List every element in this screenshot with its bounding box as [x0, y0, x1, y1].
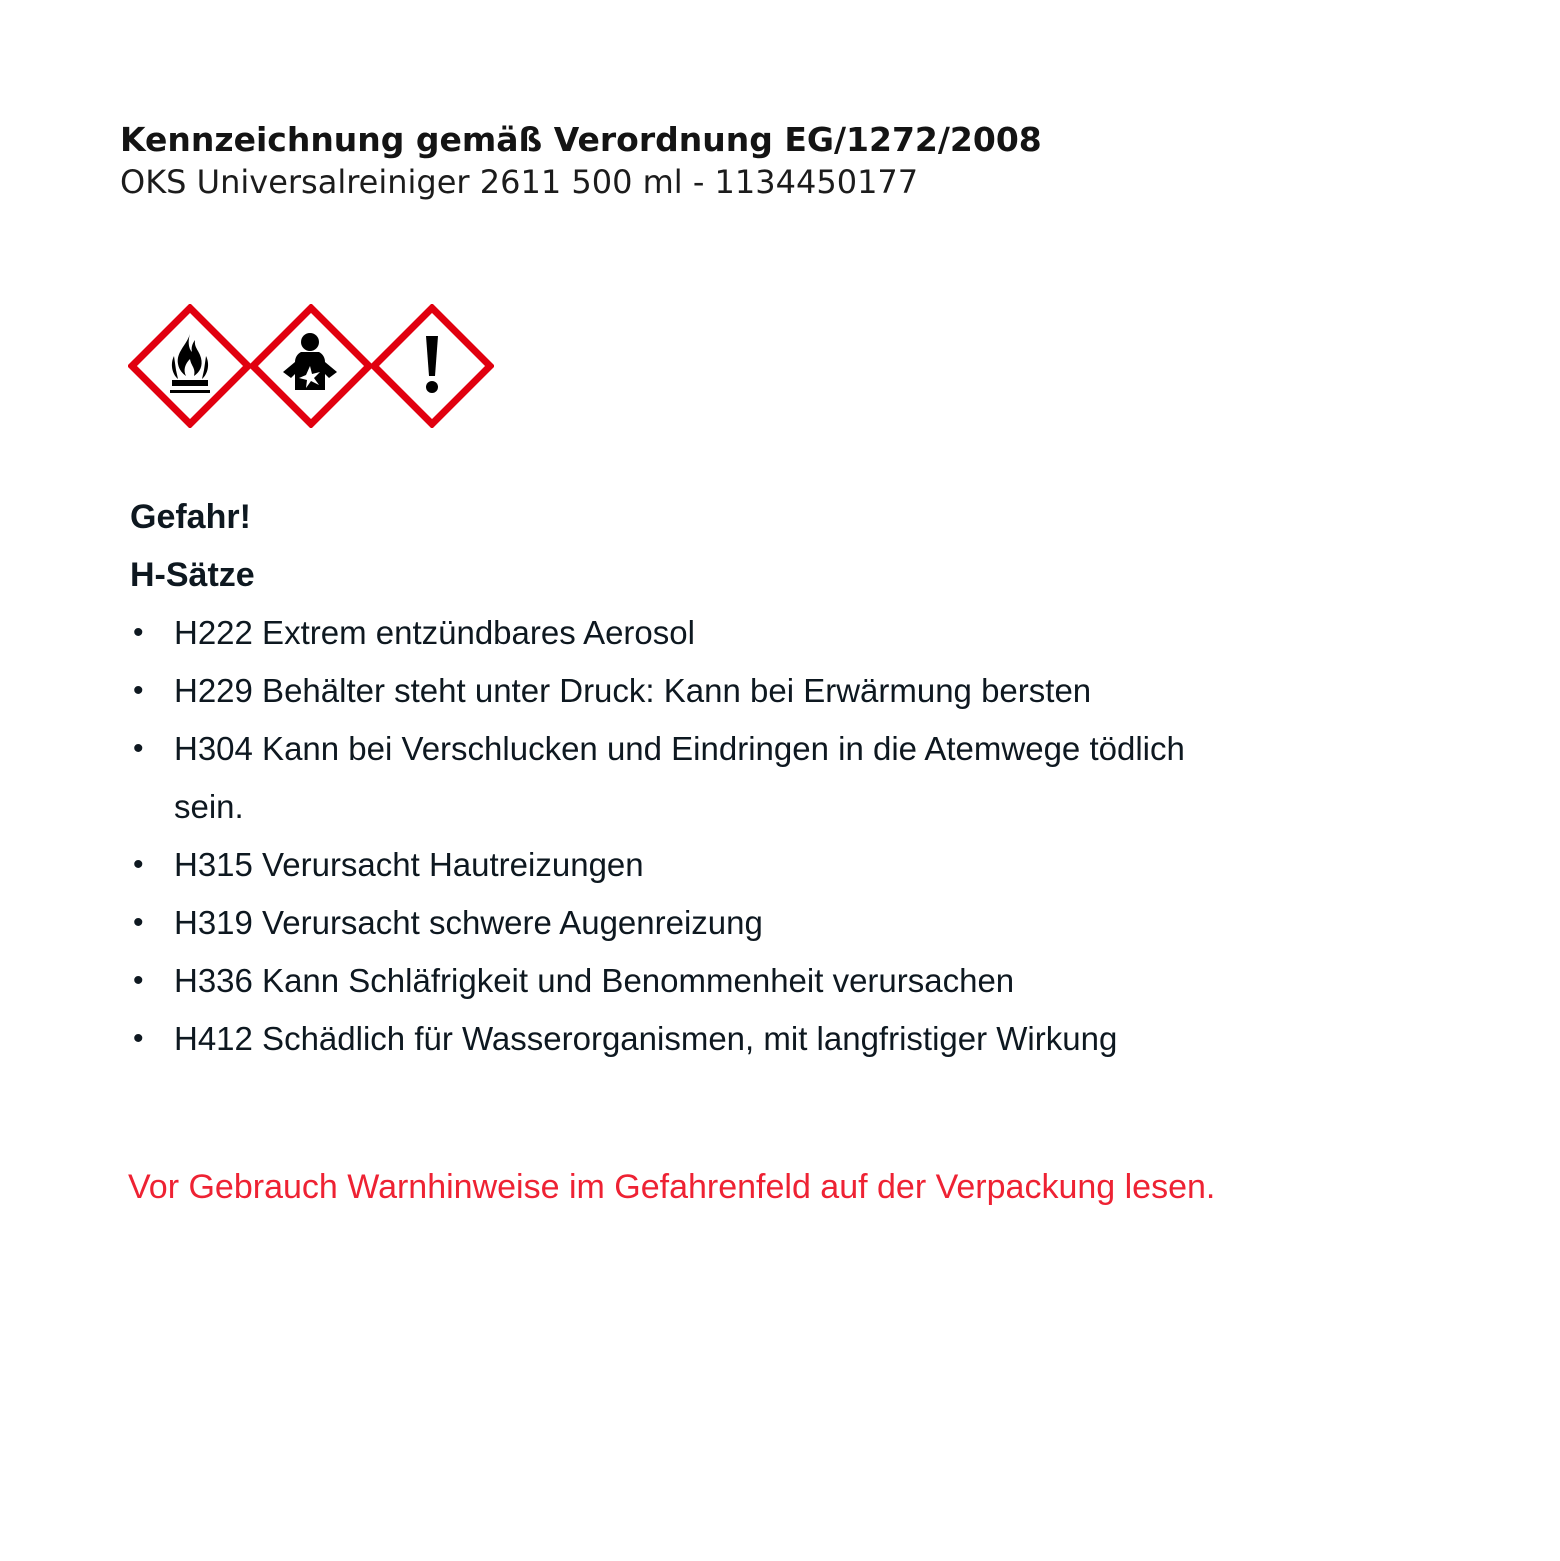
h-statements-heading: H-Sätze [130, 556, 255, 594]
list-item: • H319 Verursacht schwere Augenreizung [130, 894, 1254, 952]
flame-icon [128, 304, 252, 428]
list-item: • H229 Behälter steht unter Druck: Kann bei Erwärmung bersten [130, 662, 1254, 720]
header [120, 118, 1420, 202]
bullet-icon: • [133, 1022, 144, 1055]
exclamation-mark-icon [370, 304, 494, 428]
hazard-section [130, 488, 1330, 1068]
product-subtitle: OKS Universalreiniger 2611 500 ml - 1134450177 [120, 163, 919, 201]
ghs-pictograms [128, 304, 498, 428]
bullet-icon: • [133, 848, 144, 881]
bullet-icon: • [133, 732, 144, 765]
bullet-icon: • [133, 616, 144, 649]
list-item: • H336 Kann Schläfrigkeit und Benommenheit verursachen [130, 952, 1254, 1010]
health-hazard-icon [249, 304, 373, 428]
list-item: • H304 Kann bei Verschlucken und Eindringen in die Atemwege tödlich sein. [130, 720, 1254, 836]
list-item: • H222 Extrem entzündbares Aerosol [130, 604, 1254, 662]
bullet-icon: • [133, 964, 144, 997]
bullet-icon: • [133, 674, 144, 707]
warning-text: Vor Gebrauch Warnhinweise im Gefahrenfeld auf der Verpackung lesen. [128, 1168, 1216, 1206]
page-title: Kennzeichnung gemäß Verordnung EG/1272/2008 [120, 120, 1042, 159]
signal-word: Gefahr! [130, 498, 251, 536]
list-item: • H315 Verursacht Hautreizungen [130, 836, 1254, 894]
bullet-icon: • [133, 906, 144, 939]
list-item: • H412 Schädlich für Wasserorganismen, mit langfristiger Wirkung [130, 1010, 1254, 1068]
h-statements-list [130, 604, 1330, 1068]
